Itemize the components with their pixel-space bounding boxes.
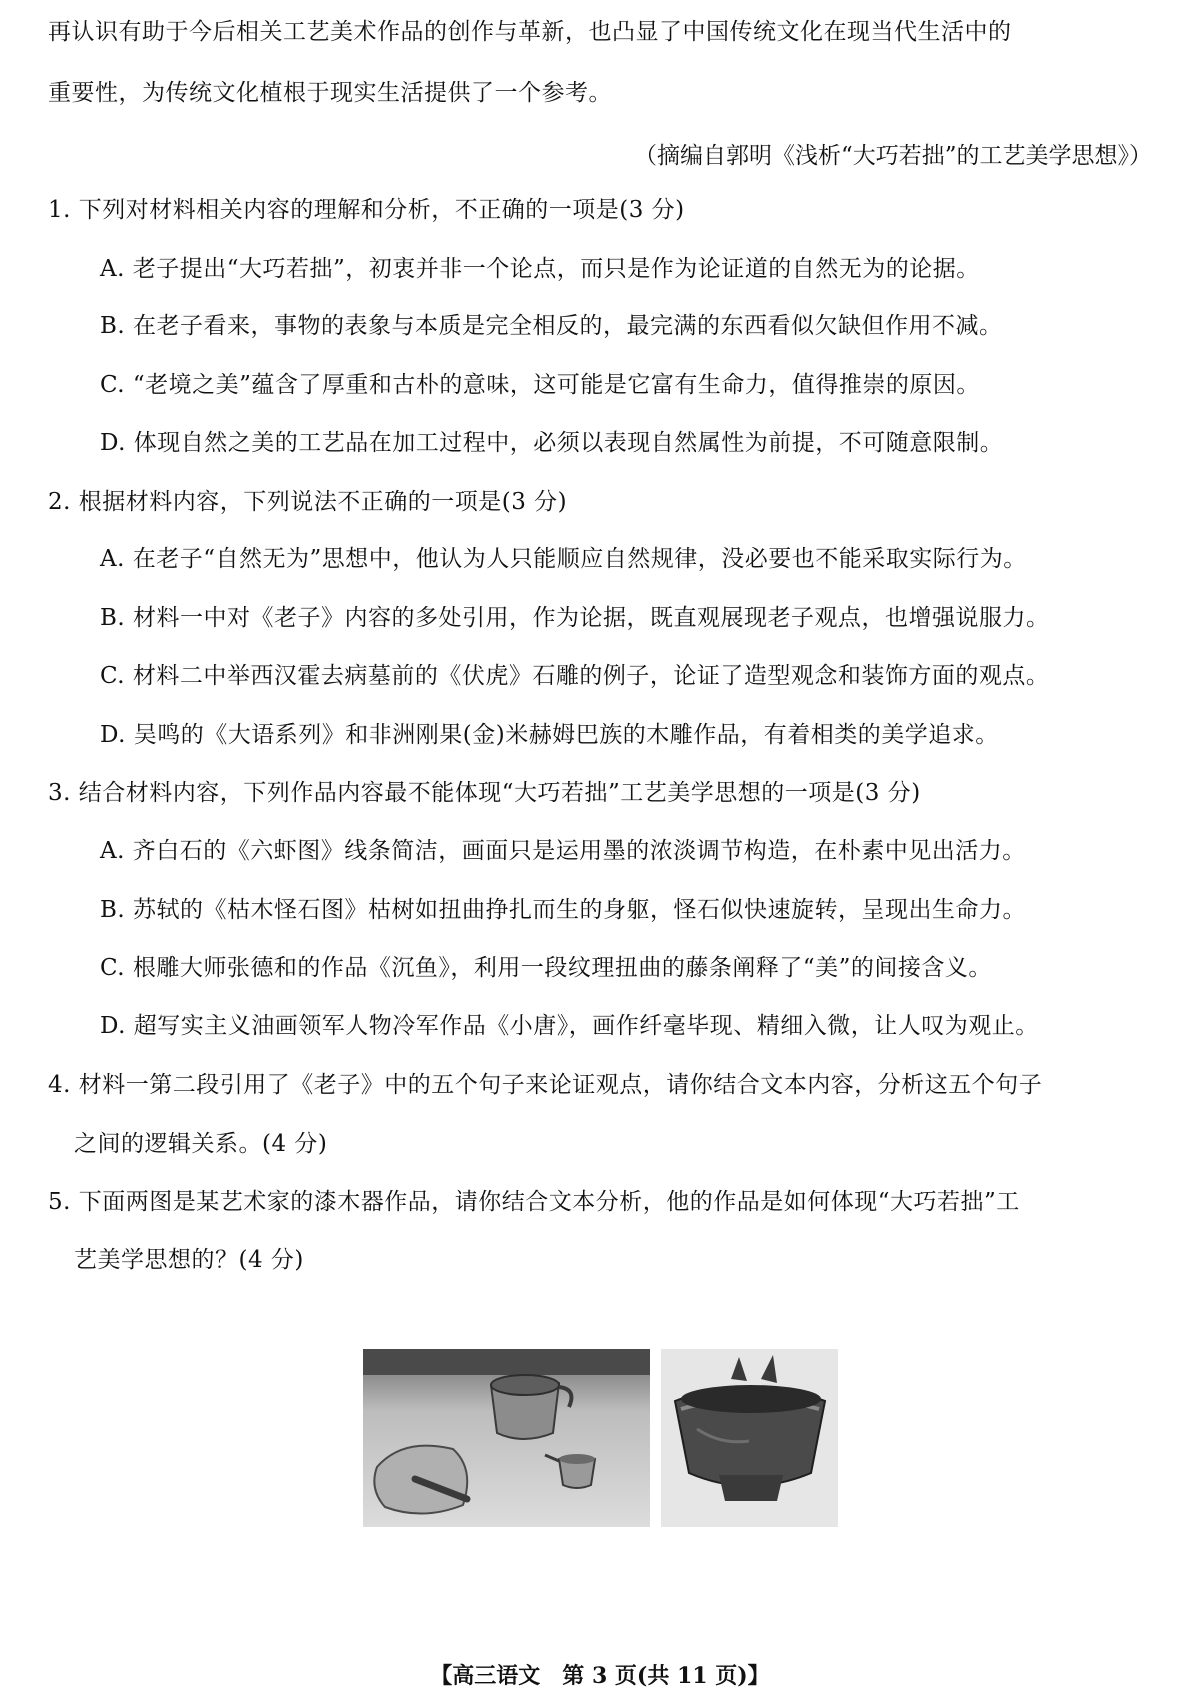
lacquerware-photo-2 — [661, 1349, 838, 1527]
question-1-option-a: A. 老子提出“大巧若拙”，初衷并非一个论点，而只是作为论证道的自然无为的论据。 — [100, 256, 980, 282]
question-1-option-b: B. 在老子看来，事物的表象与本质是完全相反的，最完满的东西看似欠缺但作用不减。 — [100, 313, 1003, 339]
lacquerware-photo-1 — [363, 1349, 650, 1527]
question-4-stem-line-1: 4. 材料一第二段引用了《老子》中的五个句子来论证观点，请你结合文本内容，分析这五个句子 — [48, 1072, 1043, 1098]
question-4-stem-line-2: 之间的逻辑关系。(4 分) — [74, 1131, 328, 1157]
question-3-stem: 3. 结合材料内容，下列作品内容最不能体现“大巧若拙”工艺美学思想的一项是(3 分) — [48, 780, 921, 806]
question-2-option-a: A. 在老子“自然无为”思想中，他认为人只能顺应自然规律，没必要也不能采取实际行为。 — [100, 546, 1027, 572]
question-3-option-d: D. 超写实主义油画领军人物冷军作品《小唐》，画作纤毫毕现、精细入微，让人叹为观止。 — [100, 1013, 1039, 1039]
intro-line-1: 再认识有助于今后相关工艺美术作品的创作与革新，也凸显了中国传统文化在现当代生活中的 — [48, 19, 1012, 45]
question-2-stem: 2. 根据材料内容，下列说法不正确的一项是(3 分) — [48, 489, 568, 515]
question-1-option-c: C. “老境之美”蕴含了厚重和古朴的意味，这可能是它富有生命力，值得推崇的原因。 — [100, 372, 980, 398]
question-3-option-a: A. 齐白石的《六虾图》线条简洁，画面只是运用墨的浓淡调节构造，在朴素中见出活力。 — [100, 838, 1026, 864]
question-2-option-c: C. 材料二中举西汉霍去病墓前的《伏虎》石雕的例子，论证了造型观念和装饰方面的观点。 — [100, 663, 1050, 689]
question-3-option-c: C. 根雕大师张德和的作品《沉鱼》，利用一段纹理扭曲的藤条阐释了“美”的间接含义。 — [100, 955, 992, 981]
intro-line-2: 重要性，为传统文化植根于现实生活提供了一个参考。 — [48, 80, 612, 106]
question-3-option-b: B. 苏轼的《枯木怪石图》枯树如扭曲挣扎而生的身躯，怪石似快速旋转，呈现出生命力。 — [100, 897, 1027, 923]
question-2-option-d: D. 吴鸣的《大语系列》和非洲刚果(金)米赫姆巴族的木雕作品，有着相类的美学追求。 — [100, 722, 999, 748]
page-footer: 【高三语文 第 3 页(共 11 页)】 — [430, 1663, 770, 1689]
question-5-stem-line-1: 5. 下面两图是某艺术家的漆木器作品，请你结合文本分析，他的作品是如何体现“大巧若拙”工 — [48, 1189, 1020, 1215]
question-2-option-b: B. 材料一中对《老子》内容的多处引用，作为论据，既直观展现老子观点，也增强说服力。 — [100, 605, 1050, 631]
question-5-stem-line-2: 艺美学思想的？(4 分) — [74, 1247, 304, 1273]
source-citation: （摘编自郭明《浅析“大巧若拙”的工艺美学思想》） — [633, 143, 1152, 169]
question-1-stem: 1. 下列对材料相关内容的理解和分析，不正确的一项是(3 分) — [48, 197, 685, 223]
question-1-option-d: D. 体现自然之美的工艺品在加工过程中，必须以表现自然属性为前提，不可随意限制。 — [100, 430, 1004, 456]
